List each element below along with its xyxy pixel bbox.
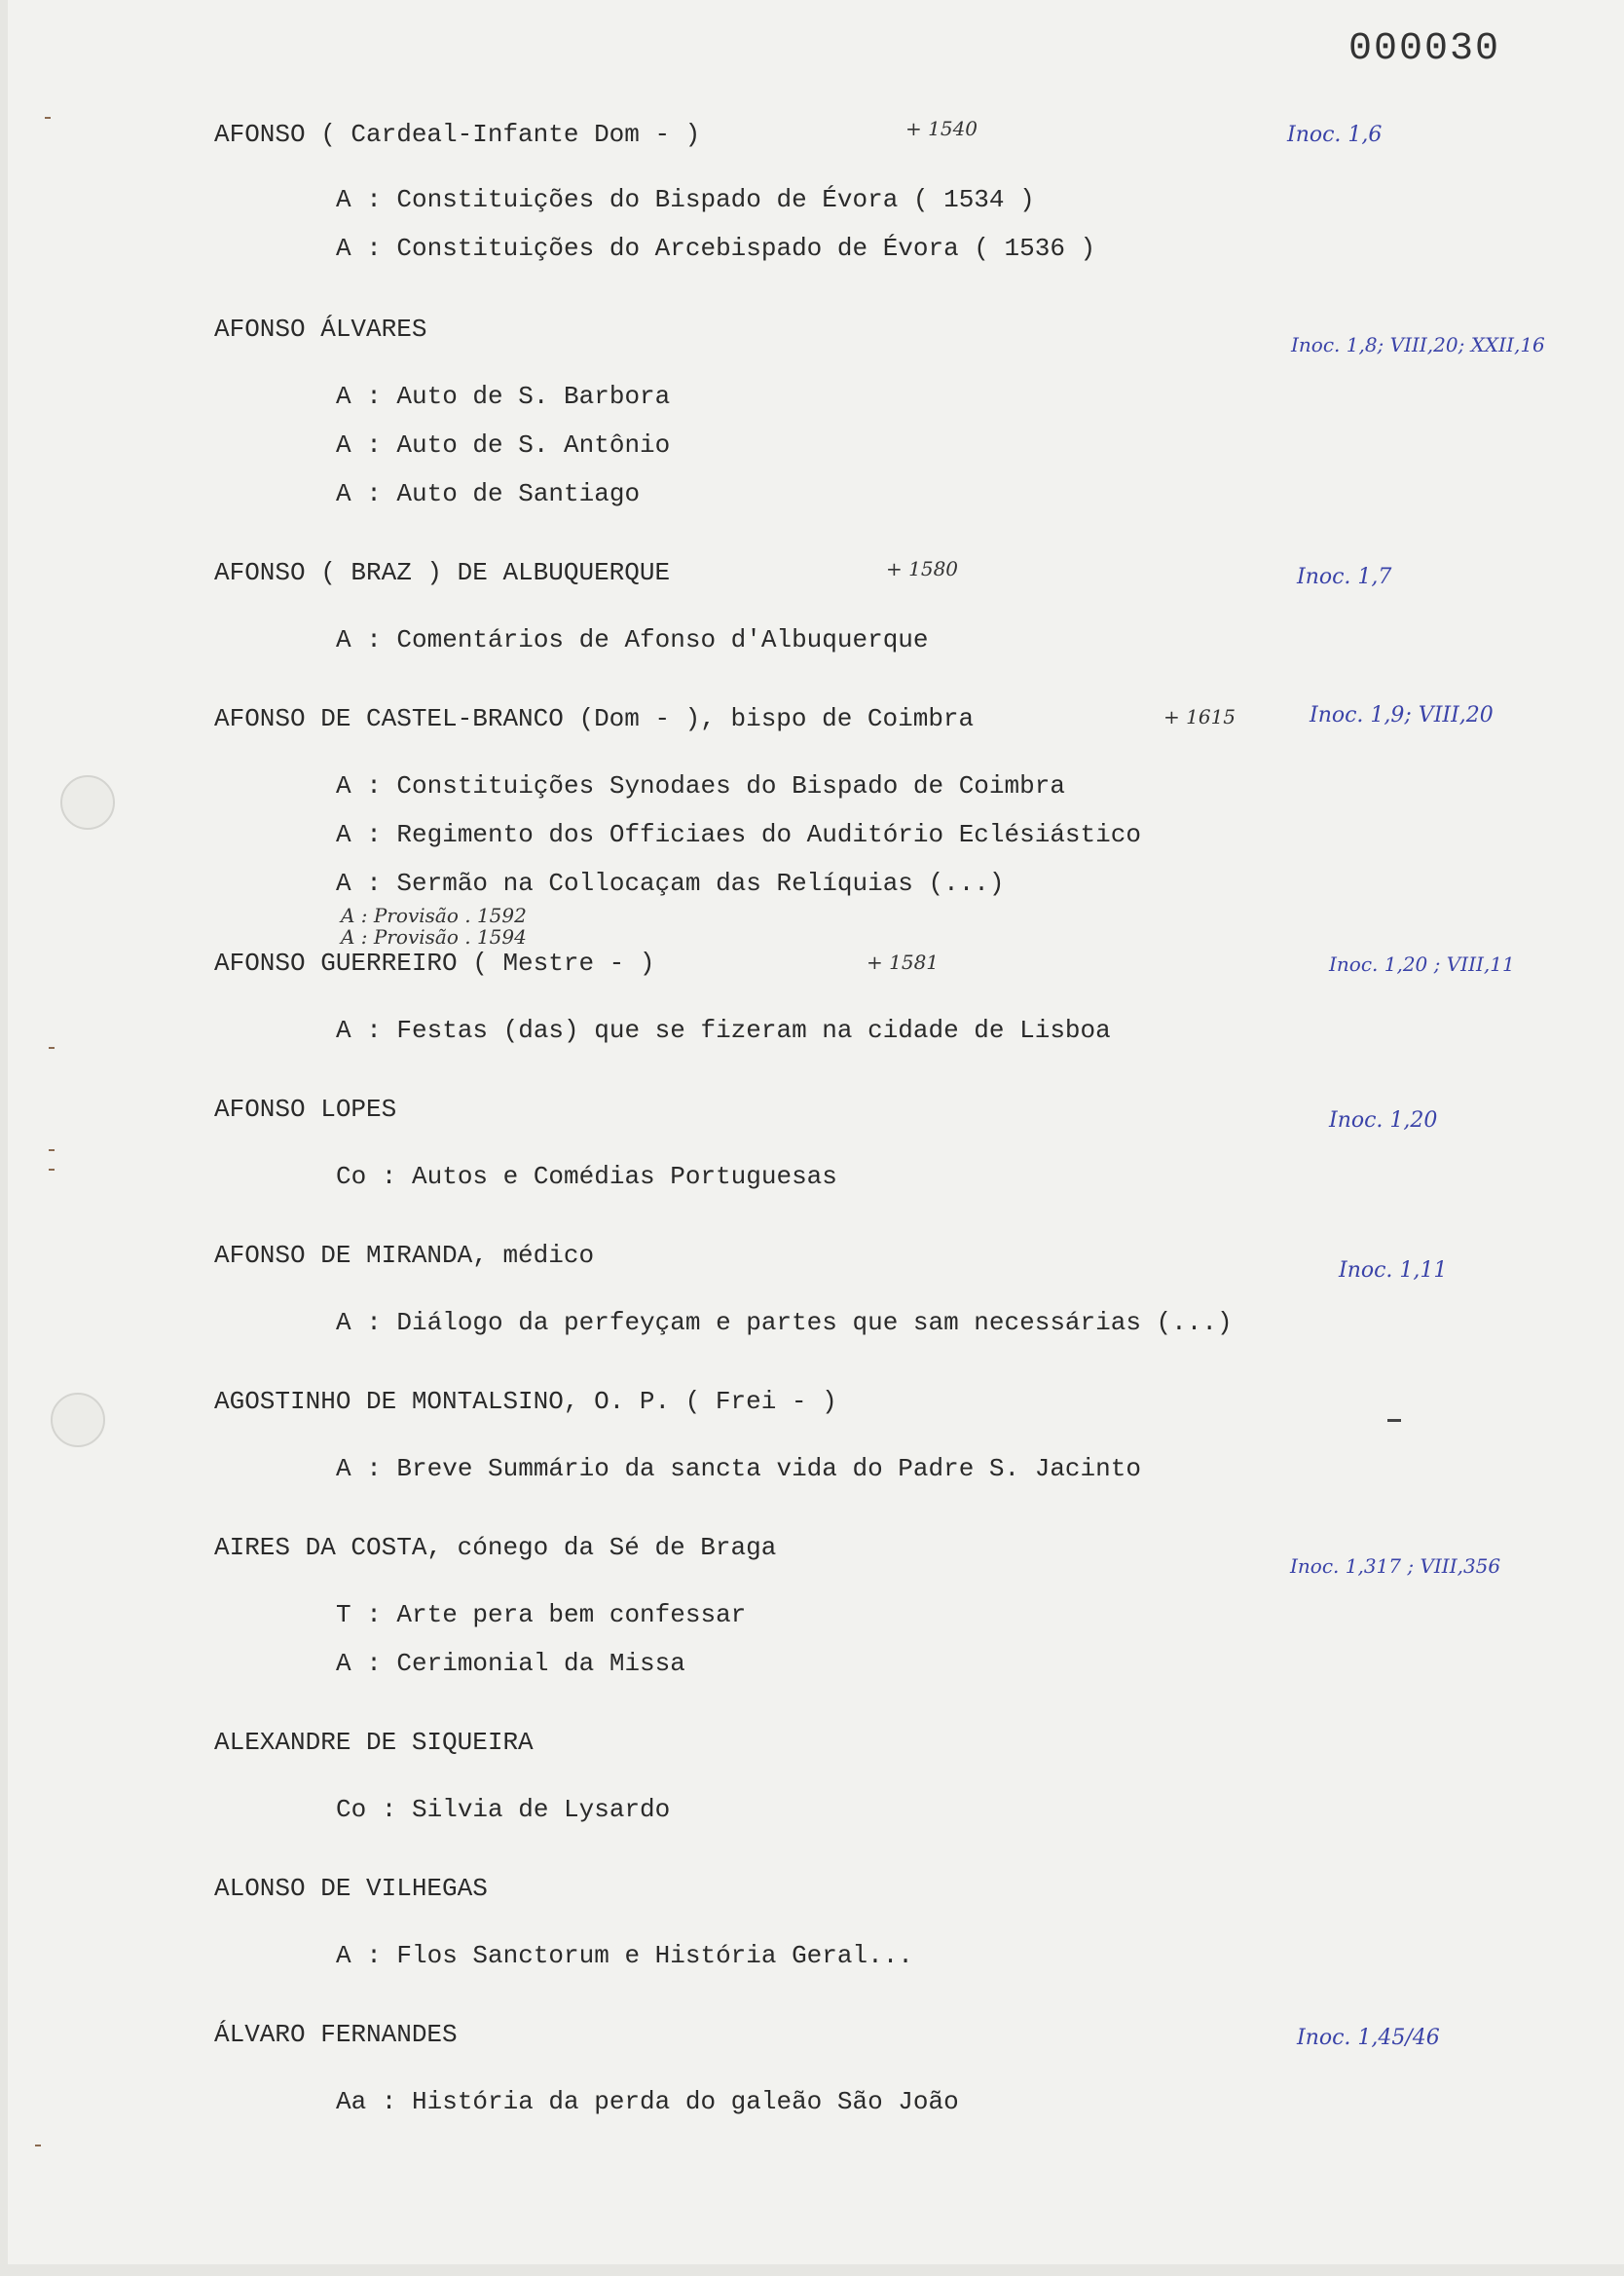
author-heading: AIRES DA COSTA, cónego da Sé de Braga [214, 1533, 777, 1562]
reference-annotation: Inoc. 1,7 [1297, 565, 1392, 589]
margin-mark [49, 1169, 55, 1171]
reference-annotation: Inoc. 1,20 [1329, 1108, 1438, 1133]
punch-hole [60, 775, 115, 830]
death-year-annotation: + 1580 [886, 557, 959, 580]
work-entry: A : Constituições do Bispado de Évora ( 1534 ) [336, 185, 1035, 214]
work-entry: A : Auto de S. Barbora [336, 382, 671, 411]
paper-edge-bottom [0, 2264, 1624, 2276]
work-entry: A : Comentários de Afonso d'Albuquerque [336, 625, 929, 654]
author-heading: AFONSO DE CASTEL-BRANCO (Dom - ), bispo de Coimbra [214, 704, 975, 733]
work-entry: T : Arte pera bem confessar [336, 1600, 747, 1629]
work-entry: A : Flos Sanctorum e História Geral... [336, 1941, 913, 1970]
reference-annotation: Inoc. 1,6 [1287, 123, 1383, 147]
reference-annotation: Inoc. 1,317 ; VIII,356 [1290, 1554, 1501, 1578]
work-entry: A : Festas (das) que se fizeram na cidade de Lisboa [336, 1016, 1111, 1045]
work-entry: A : Sermão na Collocaçam das Relíquias (...) [336, 869, 1005, 898]
author-heading: AFONSO LOPES [214, 1095, 397, 1124]
work-entry: A : Breve Summário da sancta vida do Padre S. Jacinto [336, 1454, 1141, 1483]
author-heading: AGOSTINHO DE MONTALSINO, O. P. ( Frei - ) [214, 1387, 837, 1416]
work-entry: A : Constituições Synodaes do Bispado de Coimbra [336, 771, 1065, 801]
work-entry: A : Constituições do Arcebispado de Évora ( 1536 ) [336, 234, 1096, 263]
work-entry: A : Auto de Santiago [336, 479, 641, 508]
reference-annotation: Inoc. 1,11 [1339, 1258, 1448, 1283]
margin-mark [49, 1047, 55, 1049]
reference-annotation: Inoc. 1,9; VIII,20 [1310, 703, 1494, 728]
margin-mark [35, 2145, 41, 2146]
death-year-annotation: + 1615 [1163, 705, 1236, 728]
work-entry: A : Cerimonial da Missa [336, 1649, 685, 1678]
author-heading: AFONSO ÁLVARES [214, 315, 427, 344]
work-entry: Aa : História da perda do galeão São João [336, 2087, 959, 2116]
author-heading: AFONSO DE MIRANDA, médico [214, 1241, 595, 1270]
paper-edge [0, 0, 8, 2276]
death-year-annotation: + 1540 [905, 117, 978, 140]
reference-annotation: Inoc. 1,20 ; VIII,11 [1329, 952, 1515, 976]
reference-annotation: Inoc. 1,8; VIII,20; XXII,16 [1291, 333, 1545, 356]
author-heading: ÁLVARO FERNANDES [214, 2020, 458, 2049]
author-heading: ALEXANDRE DE SIQUEIRA [214, 1728, 534, 1757]
reference-annotation: Inoc. 1,45/46 [1297, 2026, 1440, 2050]
margin-mark [45, 117, 51, 119]
margin-mark [49, 1149, 55, 1151]
author-heading: ALONSO DE VILHEGAS [214, 1874, 488, 1903]
author-heading: AFONSO ( Cardeal-Infante Dom - ) [214, 120, 701, 149]
work-entry: A : Regimento dos Officiaes do Auditório Eclésiástico [336, 820, 1141, 849]
work-entry: A : Auto de S. Antônio [336, 430, 671, 460]
stray-mark [1387, 1419, 1401, 1422]
death-year-annotation: + 1581 [867, 951, 940, 974]
author-heading: AFONSO ( BRAZ ) DE ALBUQUERQUE [214, 558, 671, 587]
punch-hole [51, 1393, 105, 1447]
work-entry: A : Diálogo da perfeyçam e partes que sam necessárias (...) [336, 1308, 1233, 1337]
handwritten-work-entry: A : Provisão . 1592 [341, 904, 527, 927]
work-entry: Co : Silvia de Lysardo [336, 1795, 671, 1824]
author-heading: AFONSO GUERREIRO ( Mestre - ) [214, 949, 655, 978]
page-number: 000030 [1348, 27, 1501, 71]
handwritten-work-entry: A : Provisão . 1594 [341, 925, 527, 949]
work-entry: Co : Autos e Comédias Portuguesas [336, 1162, 837, 1191]
